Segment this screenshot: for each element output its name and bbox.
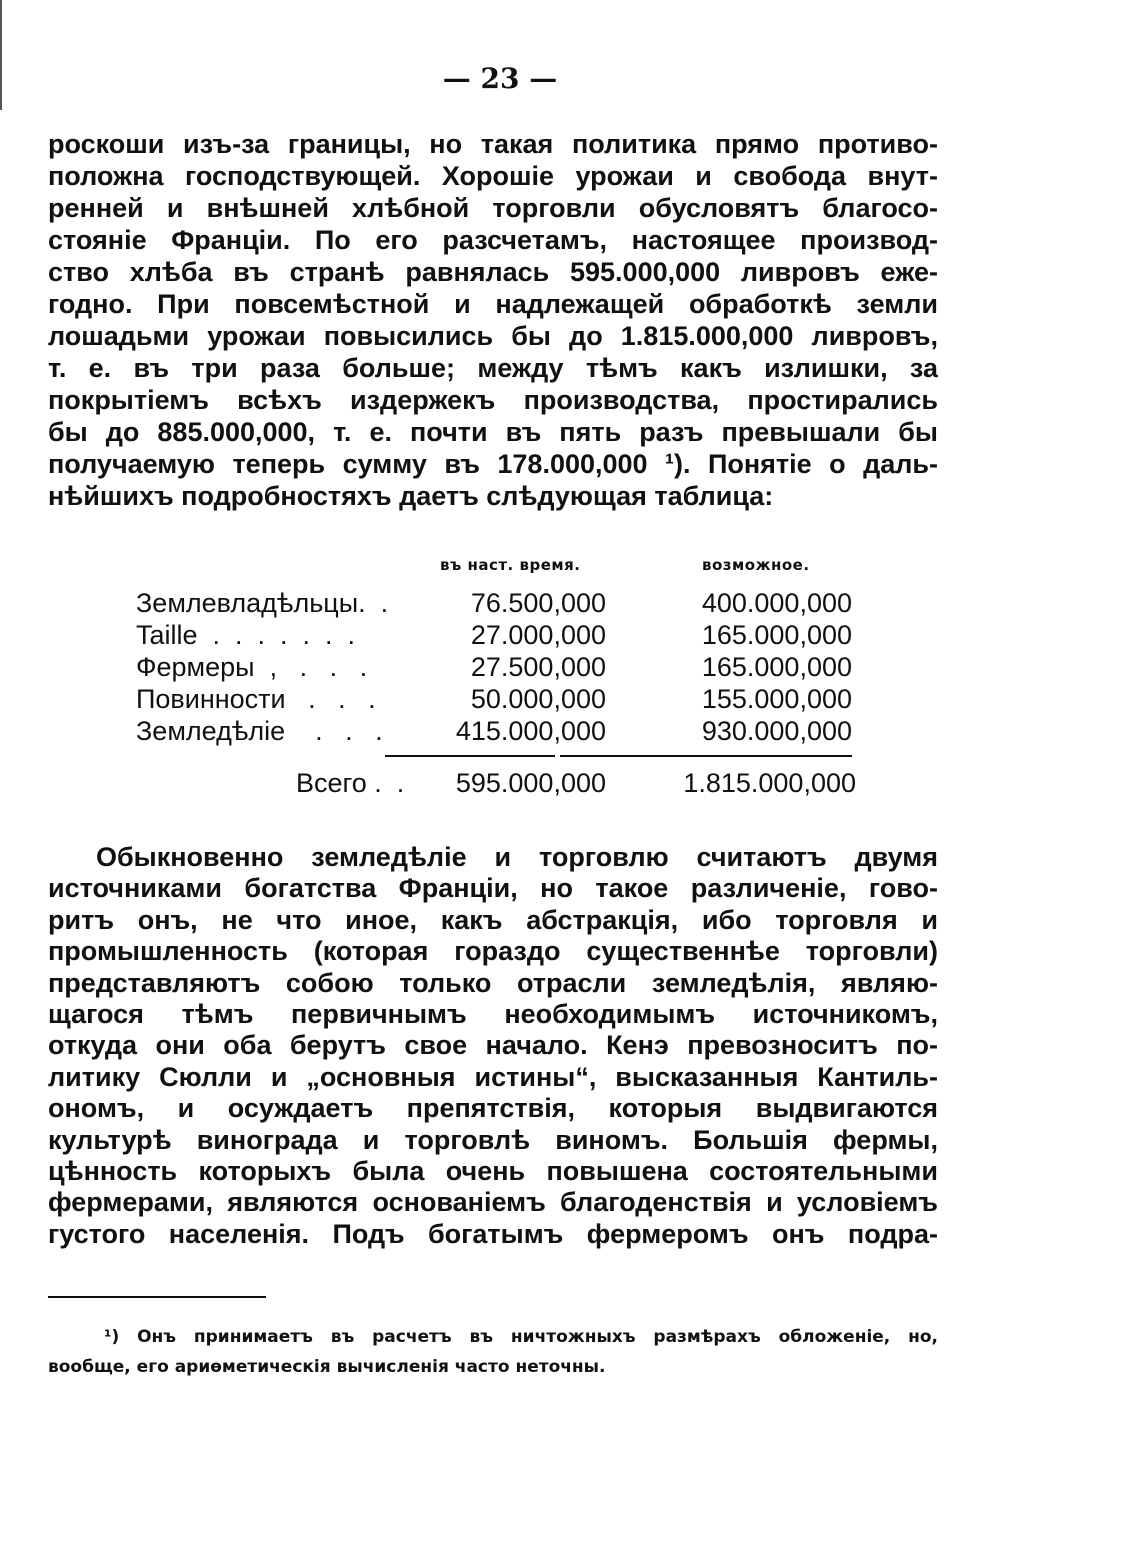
total-current-value: 595.000,000 — [455, 768, 606, 798]
table-header-possible: возможное. — [702, 556, 810, 574]
table-rule-possible — [560, 755, 852, 757]
table-row — [136, 716, 856, 748]
text-line: щагося тѣмъ первичнымъ необходимымъ источникомъ, — [48, 998, 938, 1029]
text-line: лошадьми урожаи повысились бы до 1.815.000,000 ливровъ, — [48, 321, 938, 351]
row-label: Повинности . . . — [136, 684, 376, 714]
row-current-value: 415.000,000 — [455, 716, 606, 746]
table-header-current: въ наст. время. — [440, 556, 581, 574]
text-line: ономъ, и осуждаетъ препятствія, которыя выдвигаются — [48, 1093, 938, 1124]
text-line: ство хлѣба въ странѣ равнялась 595.000,000 ливровъ еже- — [48, 257, 938, 287]
text-line: промышленность (которая гораздо существеннѣе торговли) — [48, 936, 938, 967]
table-row — [136, 620, 856, 652]
paragraph-2 — [48, 842, 938, 1250]
text-line: фермерами, являются основаніемъ благоденствія и условіемъ — [48, 1187, 938, 1218]
text-line: ренней и внѣшней хлѣбной торговли обусловятъ благосо- — [48, 193, 938, 223]
row-current-value: 27.000,000 — [470, 620, 606, 650]
text-line: ритъ онъ, не что иное, какъ абстракція, ибо торговля и — [48, 904, 938, 935]
text-line: цѣнность которыхъ была очень повышена состоятельными — [48, 1155, 938, 1186]
text-line: годно. При повсемѣстной и надлежащей обработкѣ земли — [48, 289, 938, 319]
row-label: Фермеры , . . . — [136, 652, 368, 682]
row-possible-value: 165.000,000 — [701, 652, 852, 682]
text-line: т. е. въ три раза больше; между тѣмъ какъ излишки, за — [48, 353, 938, 383]
table-row — [136, 652, 856, 684]
total-possible-value: 1.815.000,000 — [683, 768, 856, 798]
row-current-value: 50.000,000 — [470, 684, 606, 714]
text-line: нѣйшихъ подробностяхъ даетъ слѣдующая таблица: — [48, 481, 774, 511]
text-line: культурѣ винограда и торговлѣ виномъ. Большія фермы, — [48, 1124, 938, 1155]
row-current-value: 76.500,000 — [470, 588, 606, 618]
row-label: Земледѣліе . . . — [136, 716, 383, 746]
text-line: представляютъ собою только отрасли земледѣлія, являю- — [48, 967, 938, 998]
footnote — [48, 1322, 938, 1382]
footnote-line: вообще, его ариѳметическія вычисленія часто неточны. — [48, 1357, 606, 1377]
text-line: откуда они оба берутъ свое начало. Кенэ превозноситъ по- — [48, 1030, 938, 1061]
row-label: Землевладѣльцы. . — [136, 588, 389, 618]
text-line: источниками богатства Франціи, но такое различеніе, гово- — [48, 873, 938, 904]
text-line: положна господствующей. Хорошіе урожаи и свобода внут- — [48, 161, 938, 191]
text-line: стояніе Франціи. По его разсчетамъ, настоящее производ- — [48, 225, 938, 255]
table-row — [136, 588, 856, 620]
footnote-separator — [48, 1296, 266, 1298]
text-line: получаемую теперь сумму въ 178.000,000 ¹). Понятіе о даль- — [48, 449, 938, 479]
text-line: литику Сюлли и „основныя истины“, высказанныя Кантиль- — [48, 1061, 938, 1092]
total-label: Всего . . — [296, 768, 405, 798]
row-possible-value: 400.000,000 — [701, 588, 852, 618]
paragraph-1 — [48, 128, 938, 512]
page-number: — 23 — — [442, 62, 558, 95]
text-line: роскоши изъ-за границы, но такая политика прямо противо- — [48, 129, 938, 159]
table-row — [136, 684, 856, 716]
text-line: бы до 885.000,000, т. е. почти въ пять разъ превышали бы — [48, 417, 938, 447]
table-total-row — [136, 768, 856, 802]
text-line: Обыкновенно земледѣліе и торговлю считаютъ двумя — [96, 842, 938, 872]
row-possible-value: 165.000,000 — [701, 620, 852, 650]
row-possible-value: 930.000,000 — [701, 716, 852, 746]
text-line: густого населенія. Подъ богатымъ фермеромъ онъ подра- — [48, 1218, 938, 1249]
row-current-value: 27.500,000 — [470, 652, 606, 682]
text-line: покрытіемъ всѣхъ издержекъ производства, простирались — [48, 385, 938, 415]
row-label: Taille . . . . . . . — [136, 620, 356, 650]
table-rule-current — [385, 755, 555, 757]
row-possible-value: 155.000,000 — [701, 684, 852, 714]
footnote-line: ¹) Онъ принимаетъ въ расчетъ въ ничтожныхъ размѣрахъ обложеніе, но, — [104, 1327, 938, 1347]
